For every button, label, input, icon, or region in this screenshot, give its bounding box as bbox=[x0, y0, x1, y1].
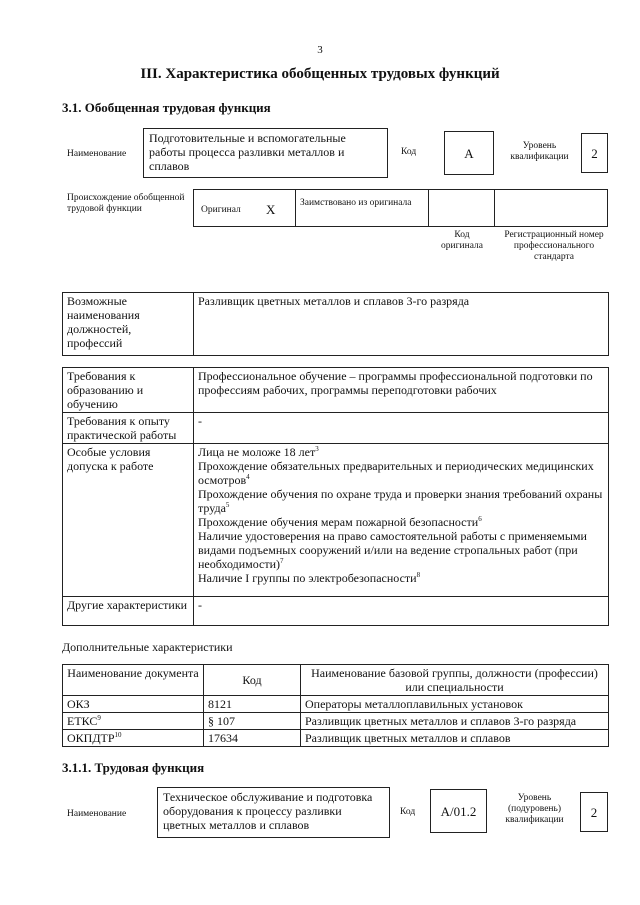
name-cell: Разливщик цветных металлов и сплавов bbox=[301, 730, 609, 747]
page-number: 3 bbox=[317, 44, 323, 56]
positions-label: Возможные наименования должностей, профессий bbox=[63, 293, 194, 356]
req-label: Другие характеристики bbox=[63, 597, 194, 626]
table-row bbox=[63, 713, 609, 730]
code-original-label: Код оригинала bbox=[441, 230, 483, 251]
gtf-code-label: Код bbox=[401, 147, 417, 157]
footnote-mark: 9 bbox=[97, 714, 101, 722]
req-line: Наличие I группы по электробезопасности$^8$ bbox=[198, 571, 421, 585]
col-header: Код bbox=[204, 665, 301, 696]
divider bbox=[428, 189, 429, 227]
tf-code-value: А/01.2 bbox=[430, 789, 487, 833]
positions-value: Разливщик цветных металлов и сплавов 3-го разряда bbox=[194, 293, 609, 356]
req-value: Профессиональное обучение – программы профессиональной подготовки по профессиям рабочих, программы переподготовки рабочих bbox=[194, 368, 609, 413]
borrowed-label: Заимствовано из оригинала bbox=[300, 198, 412, 208]
tf-level-label: Уровень (подуровень) квалификации bbox=[505, 793, 564, 825]
req-line: Наличие удостоверения на право самостоятельной работы с применяемыми видами подъемных сооружений и/или на ведение стропальных работ (при необходимости)$^7$ bbox=[198, 529, 587, 571]
original-label: Оригинал bbox=[201, 205, 241, 215]
additional-title: Дополнительные характеристики bbox=[62, 640, 233, 654]
gtf-heading: 3.1. Обобщенная трудовая функция bbox=[62, 100, 271, 115]
req-special-conditions bbox=[194, 444, 609, 597]
name-cell: Операторы металлоплавильных установок bbox=[301, 696, 609, 713]
requirements-table bbox=[62, 367, 609, 626]
gtf-code-value: А bbox=[444, 131, 494, 175]
req-line: Прохождение обучения по охране труда и проверки знания требований охраны труда$^5$ bbox=[198, 487, 603, 515]
req-value: - bbox=[194, 597, 609, 626]
gtf-level-value: 2 bbox=[581, 133, 608, 173]
footnote-mark: 8 bbox=[416, 571, 421, 579]
footnote-mark: 4 bbox=[246, 473, 250, 481]
gtf-name-value: Подготовительные и вспомогательные работы процесса разливки металлов и сплавов bbox=[143, 128, 388, 178]
gtf-level-label: Уровень квалификации bbox=[510, 141, 569, 162]
req-value: - bbox=[194, 413, 609, 444]
doc-cell: ОКПДТР$^{10}$ bbox=[63, 730, 204, 747]
tf-code-label: Код bbox=[400, 807, 416, 817]
footnote-mark: 10 bbox=[114, 731, 122, 739]
gtf-name-label: Наименование bbox=[67, 149, 127, 159]
divider bbox=[295, 189, 296, 227]
code-cell: § 107 bbox=[204, 713, 301, 730]
reg-number-label: Регистрационный номер профессионального стандарта bbox=[504, 230, 604, 262]
original-mark: X bbox=[266, 202, 276, 217]
doc-cell: ЕТКС$^9$ bbox=[63, 713, 204, 730]
footnote-mark: 3 bbox=[315, 445, 319, 453]
req-line: Прохождение обязательных предварительных и периодических медицинских осмотров$^4$ bbox=[198, 459, 594, 487]
tf-name-value: Техническое обслуживание и подготовка оборудования к процессу разливки цветных металлов и сплавов bbox=[157, 787, 390, 838]
footnote-mark: 7 bbox=[280, 557, 284, 565]
req-line: Прохождение обучения мерам пожарной безопасности$^6$ bbox=[198, 515, 482, 529]
additional-table bbox=[62, 664, 609, 747]
table-row bbox=[63, 696, 609, 713]
code-cell: 8121 bbox=[204, 696, 301, 713]
table-row bbox=[63, 730, 609, 747]
req-label: Особые условия допуска к работе bbox=[63, 444, 194, 597]
req-label: Требования к образованию и обучению bbox=[63, 368, 194, 413]
code-cell: 17634 bbox=[204, 730, 301, 747]
tf-name-label: Наименование bbox=[67, 809, 127, 819]
col-header: Наименование документа bbox=[63, 665, 204, 696]
gtf-origin-label: Происхождение обобщенной трудовой функции bbox=[67, 193, 185, 214]
req-label: Требования к опыту практической работы bbox=[63, 413, 194, 444]
positions-table bbox=[62, 292, 609, 356]
section-title: III. Характеристика обобщенных трудовых функций bbox=[140, 66, 500, 82]
doc-cell: ОКЗ bbox=[63, 696, 204, 713]
req-line: Лица не моложе 18 лет$^3$ bbox=[198, 445, 319, 459]
tf-heading: 3.1.1. Трудовая функция bbox=[62, 760, 205, 775]
tf-level-value: 2 bbox=[580, 792, 608, 832]
name-cell: Разливщик цветных металлов и сплавов 3-го разряда bbox=[301, 713, 609, 730]
col-header: Наименование базовой группы, должности (профессии) или специальности bbox=[301, 665, 609, 696]
footnote-mark: 6 bbox=[478, 515, 482, 523]
divider bbox=[494, 189, 495, 227]
footnote-mark: 5 bbox=[225, 501, 230, 509]
